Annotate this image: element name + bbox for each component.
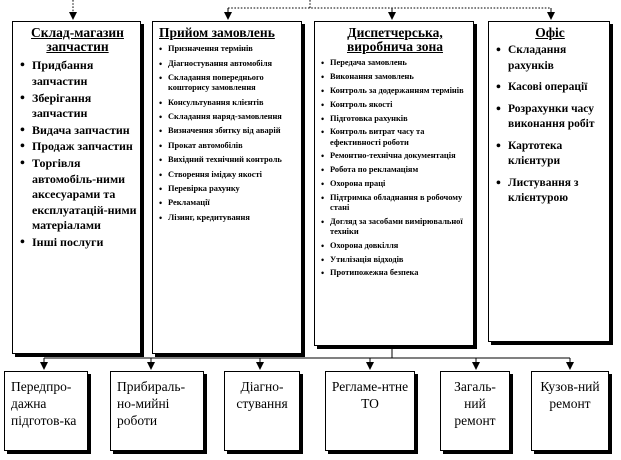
list-item: • Контроль витрат часу та ефективності роботи [319,127,471,147]
box-item-list [493,43,607,207]
body-repair-box: Кузов-ний ремонт [531,371,609,451]
dispatch-production-box [314,21,474,346]
list-item: • Консультування клієнтів [157,98,299,108]
list-item: • Протипожежна безпека [319,268,471,278]
box-title: Диспетчерська, виробнича зона [347,25,443,55]
box-title: Офіс [535,25,565,40]
box-item-list [319,58,471,278]
list-item: • Визначення збитку від аварій [157,126,299,136]
list-item: • Складання наряд-замовлення [157,112,299,122]
list-item: • Придбання запчастин [17,58,138,89]
list-item: • Створення іміджу якості [157,170,299,180]
list-item: • Картотека клієнтури [493,139,607,170]
list-item: • Виконання замовлень [319,72,471,82]
list-item: • Торгівля автомобіль-ними аксесуарами та експлуатацій-ними матеріалами [17,156,138,234]
box-item-list [17,58,138,250]
box-title: Склад-магазин запчастин [31,25,124,55]
list-item: • Інші послуги [17,235,138,251]
list-item: • Підготовка рахунків [319,114,471,124]
list-item: • Підтримка обладнання в робочому стані [319,193,471,213]
list-item: • Складання попереднього кошторису замовлення [157,73,299,93]
list-item: • Утилізація відходів [319,255,471,265]
list-item: • Контроль якості [319,100,471,110]
list-item: • Вихідний технічний контроль [157,155,299,165]
list-item: • Видача запчастин [17,123,138,139]
presale-preparation-box: Передпро-дажна підготов-ка [4,371,88,451]
top-distribution-lines [228,0,551,19]
parts-warehouse-box [12,21,141,354]
list-item: • Листування з клієнтурою [493,176,607,207]
list-item: • Рекламації [157,198,299,208]
order-intake-box [152,21,302,354]
general-repair-box: Загаль-ний ремонт [440,371,510,451]
list-item: • Продаж запчастин [17,139,138,155]
list-item: • Складання рахунків [493,43,607,74]
office-box [488,21,610,342]
scheduled-maintenance-box: Регламе-нтне ТО [325,371,415,451]
diagnostics-box: Діагно-стування [224,371,300,451]
list-item: • Робота по рекламаціям [319,165,471,175]
box-item-list [157,44,299,223]
list-item: • Контроль за додержанням термінів [319,86,471,96]
list-item: • Перевірка рахунку [157,184,299,194]
list-item: • Догляд за засобами вимірювальної техніки [319,217,471,237]
cleaning-washing-box: Прибираль-но-мийні роботи [110,371,204,451]
list-item: • Лізинг, кредитування [157,213,299,223]
list-item: • Передача замовлень [319,58,471,68]
box-title: Прийом замовлень [159,25,275,40]
list-item: • Призначення термінів [157,44,299,54]
list-item: • Охорона праці [319,179,471,189]
list-item: • Розрахунки часу виконання робіт [493,102,607,133]
list-item: • Касові операції [493,80,607,96]
list-item: • Охорона довкілля [319,241,471,251]
list-item: • Діагностування автомобіля [157,59,299,69]
list-item: • Прокат автомобілів [157,141,299,151]
list-item: • Ремонтно-технічна документація [319,151,471,161]
list-item: • Зберігання запчастин [17,91,138,122]
